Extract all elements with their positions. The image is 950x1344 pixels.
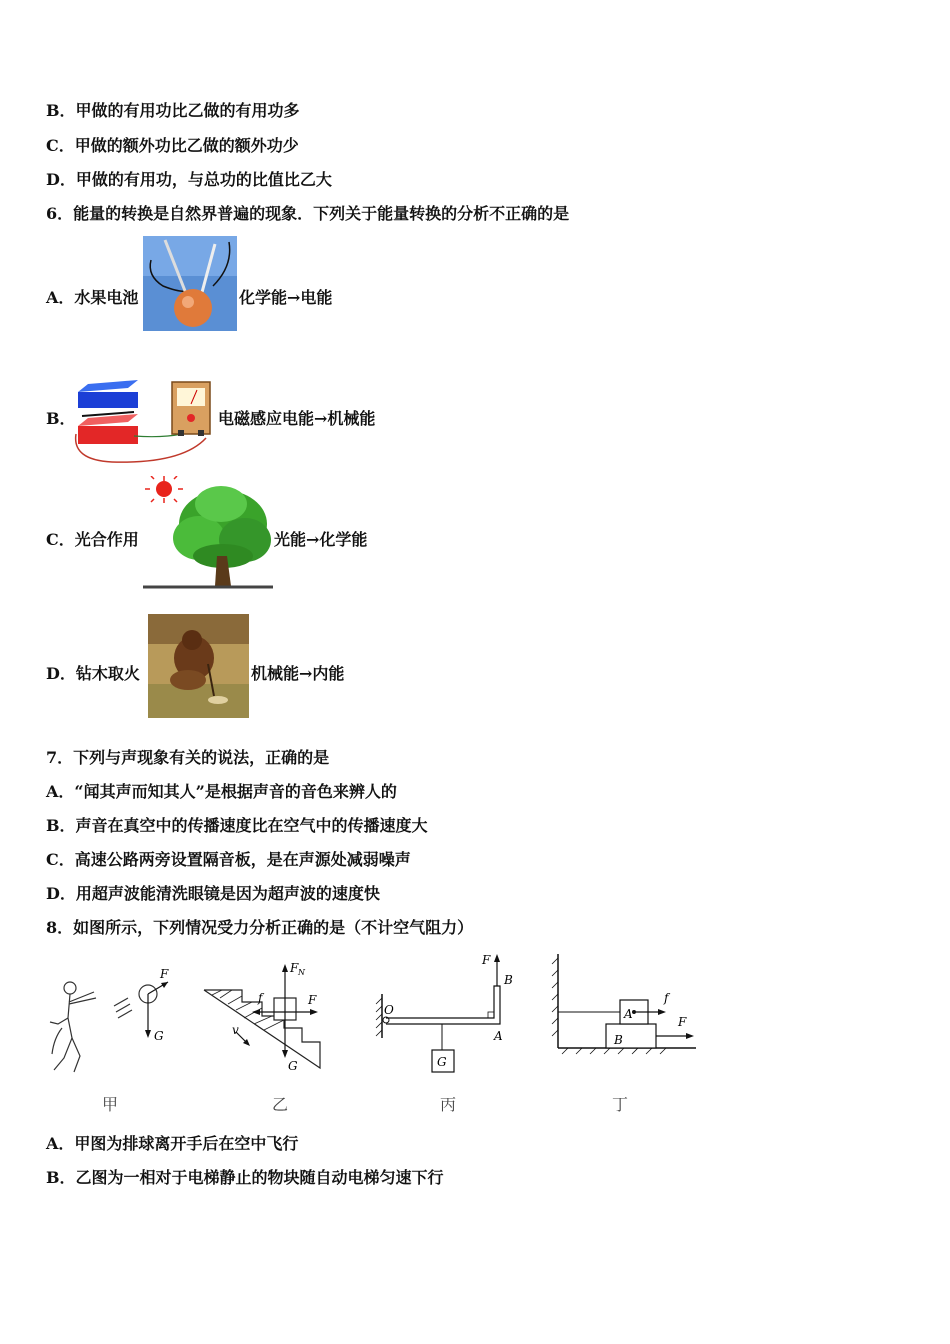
drill-wood-fire-image: [148, 614, 249, 722]
q6-option-b-result: 电磁感应电能→机械能: [218, 409, 376, 428]
q5-option-c: C．甲做的额外功比乙做的额外功少: [46, 136, 299, 155]
q6-option-c-label: C．光合作用: [46, 530, 139, 549]
q6-option-a-result: 化学能→电能: [239, 288, 333, 307]
q7-option-a: A．“闻其声而知其人”是根据声音的音色来辨人的: [46, 782, 397, 801]
q6-option-c-result: 光能→化学能: [274, 530, 368, 549]
q6-option-d-label: D．钻木取火: [46, 664, 140, 683]
fruit-battery-image: [143, 236, 237, 335]
ding-label-f: F: [678, 1015, 687, 1029]
q5-option-b: B．甲做的有用功比乙做的有用功多: [46, 101, 300, 120]
ding-label-b: B: [614, 1033, 623, 1047]
bing-label-g: G: [437, 1055, 447, 1069]
yi-label-f-small: f: [258, 991, 263, 1005]
q6-option-b-label: B．: [46, 409, 76, 428]
jia-label-f: F: [160, 967, 169, 981]
q7-option-b: B．声音在真空中的传播速度比在空气中的传播速度大: [46, 816, 428, 835]
photosynthesis-tree-image: [143, 476, 275, 596]
yi-label-g: G: [288, 1059, 298, 1073]
q6-option-a-label: A．水果电池: [46, 288, 139, 307]
figure-yi-escalator: [202, 958, 326, 1080]
figure-jia-volleyball: [44, 958, 180, 1086]
q8-option-b: B．乙图为一相对于电梯静止的物块随自动电梯匀速下行: [46, 1168, 444, 1187]
q6-stem: 6．能量的转换是自然界普遍的现象．下列关于能量转换的分析不正确的是: [46, 204, 570, 223]
bing-label-b: B: [504, 973, 513, 987]
caption-yi: 乙: [272, 1095, 289, 1114]
bing-label-f: F: [482, 953, 491, 967]
q7-option-d: D．用超声波能清洗眼镜是因为超声波的速度快: [46, 884, 380, 903]
q6-option-d-result: 机械能→内能: [251, 664, 345, 683]
ding-label-a: A: [624, 1007, 633, 1021]
q8-option-a: A．甲图为排球离开手后在空中飞行: [46, 1134, 299, 1153]
q7-stem: 7．下列与声现象有关的说法，正确的是: [46, 748, 330, 767]
figure-bing-lever: [370, 950, 520, 1084]
jia-label-g: G: [154, 1029, 164, 1043]
yi-label-fn: F: [290, 961, 299, 975]
bing-label-o: O: [384, 1003, 394, 1017]
caption-ding: 丁: [612, 1095, 629, 1114]
yi-label-f: F: [308, 993, 317, 1007]
caption-bing: 丙: [440, 1095, 457, 1114]
figure-ding-blocks: [548, 950, 700, 1064]
ding-label-f-small: f: [664, 991, 669, 1005]
caption-jia: 甲: [102, 1095, 119, 1114]
bing-label-a: A: [494, 1029, 503, 1043]
electromagnetic-induction-image: [72, 378, 217, 468]
yi-label-n: N: [298, 968, 305, 977]
q7-option-c: C．高速公路两旁设置隔音板，是在声源处减弱噪声: [46, 850, 411, 869]
q8-stem: 8．如图所示，下列情况受力分析正确的是（不计空气阻力）: [46, 918, 474, 937]
yi-label-v: v: [232, 1023, 239, 1037]
q5-option-d: D．甲做的有用功，与总功的比值比乙大: [46, 170, 332, 189]
